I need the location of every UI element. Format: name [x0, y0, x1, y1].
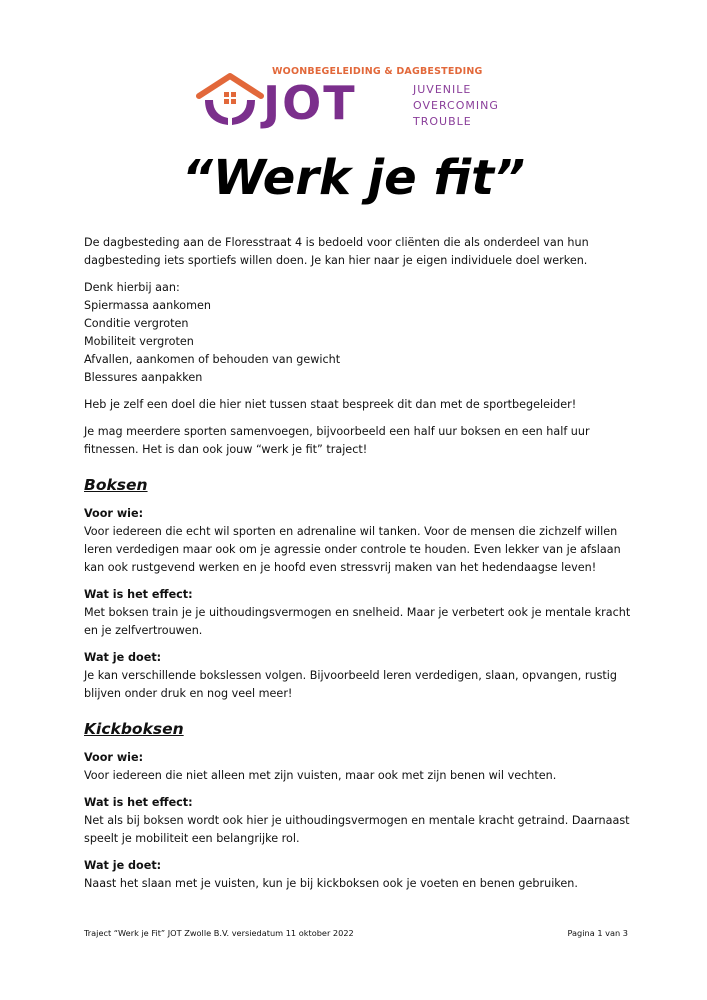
info-block	[84, 505, 636, 577]
logo-name: JOT	[263, 76, 357, 130]
intro-paragraph: De dagbesteding aan de Floresstraat 4 is bedoeld voor cliënten die als onderdeel van hun dagbesteding iets sportiefs willen doen. Je kan hier naar je eigen individuele doel werken.	[84, 236, 589, 267]
section-title-boksen: Boksen	[84, 476, 148, 494]
section-title-kickboksen: Kickboksen	[84, 720, 184, 738]
block-heading: Wat je doet:	[84, 651, 162, 664]
goals-intro: Denk hierbij aan:	[84, 281, 180, 294]
goals-list	[84, 279, 636, 387]
footer-page-number: Pagina 1 van 3	[567, 928, 628, 938]
logo-sub-line: OVERCOMING	[413, 99, 499, 112]
block-text: Je kan verschillende bokslessen volgen. Bijvoorbeeld leren verdedigen, slaan, opvangen, rustig blijven onder druk en nog veel meer!	[84, 669, 617, 700]
info-block	[84, 749, 636, 785]
page-title: “Werk je fit”	[181, 150, 525, 206]
info-block	[84, 649, 636, 703]
block-text: Voor iedereen die niet alleen met zijn vuisten, maar ook met zijn benen wil vechten.	[84, 769, 557, 782]
block-heading: Voor wie:	[84, 751, 144, 764]
block-heading: Wat is het effect:	[84, 796, 193, 809]
block-heading: Voor wie:	[84, 507, 144, 520]
page-footer	[84, 928, 628, 938]
logo-sub-line: TROUBLE	[413, 115, 472, 128]
goal-item: Mobiliteit vergroten	[84, 335, 194, 348]
note-paragraph: Heb je zelf een doel die hier niet tussen staat bespreek dit dan met de sportbegeleider!	[84, 398, 577, 411]
info-block	[84, 586, 636, 640]
footer-doc-info: Traject “Werk je Fit” JOT Zwolle B.V. versiedatum 11 oktober 2022	[84, 928, 354, 938]
info-block	[84, 794, 636, 848]
logo-tagline: WOONBEGELEIDING & DAGBESTEDING	[272, 66, 483, 77]
block-text: Net als bij boksen wordt ook hier je uithoudingsvermogen en mentale kracht getraind. Daarnaast speelt je mobiliteit een belangrijke rol.	[84, 814, 630, 845]
info-block	[84, 857, 636, 893]
logo-sub-line: JUVENILE	[413, 83, 472, 96]
block-text: Met boksen train je je uithoudingsvermogen en snelheid. Maar je verbetert ook je mentale kracht en je zelfvertrouwen.	[84, 606, 631, 637]
goal-item: Spiermassa aankomen	[84, 299, 212, 312]
note-paragraph: Je mag meerdere sporten samenvoegen, bijvoorbeeld een half uur boksen en een half uur fitnessen. Het is dan ook jouw “werk je fit” traject!	[84, 425, 590, 456]
jot-logo	[195, 64, 515, 136]
goal-item: Afvallen, aankomen of behouden van gewicht	[84, 353, 341, 366]
block-text: Voor iedereen die echt wil sporten en adrenaline wil tanken. Voor de mensen die zichzelf willen leren verdedigen maar ook om je agressie onder controle te houden. Even lekker van je afslaan kan ook rustgevend werken en je hoofd even stressvrij maken van het hedendaagse leven!	[84, 525, 621, 574]
block-heading: Wat je doet:	[84, 859, 162, 872]
logo-subtitle	[413, 82, 499, 130]
goal-item: Blessures aanpakken	[84, 371, 203, 384]
house-hands-icon	[195, 70, 265, 130]
block-text: Naast het slaan met je vuisten, kun je bij kickboksen ook je voeten en benen gebruiken.	[84, 877, 578, 890]
goal-item: Conditie vergroten	[84, 317, 189, 330]
document-body	[84, 234, 636, 902]
block-heading: Wat is het effect:	[84, 588, 193, 601]
